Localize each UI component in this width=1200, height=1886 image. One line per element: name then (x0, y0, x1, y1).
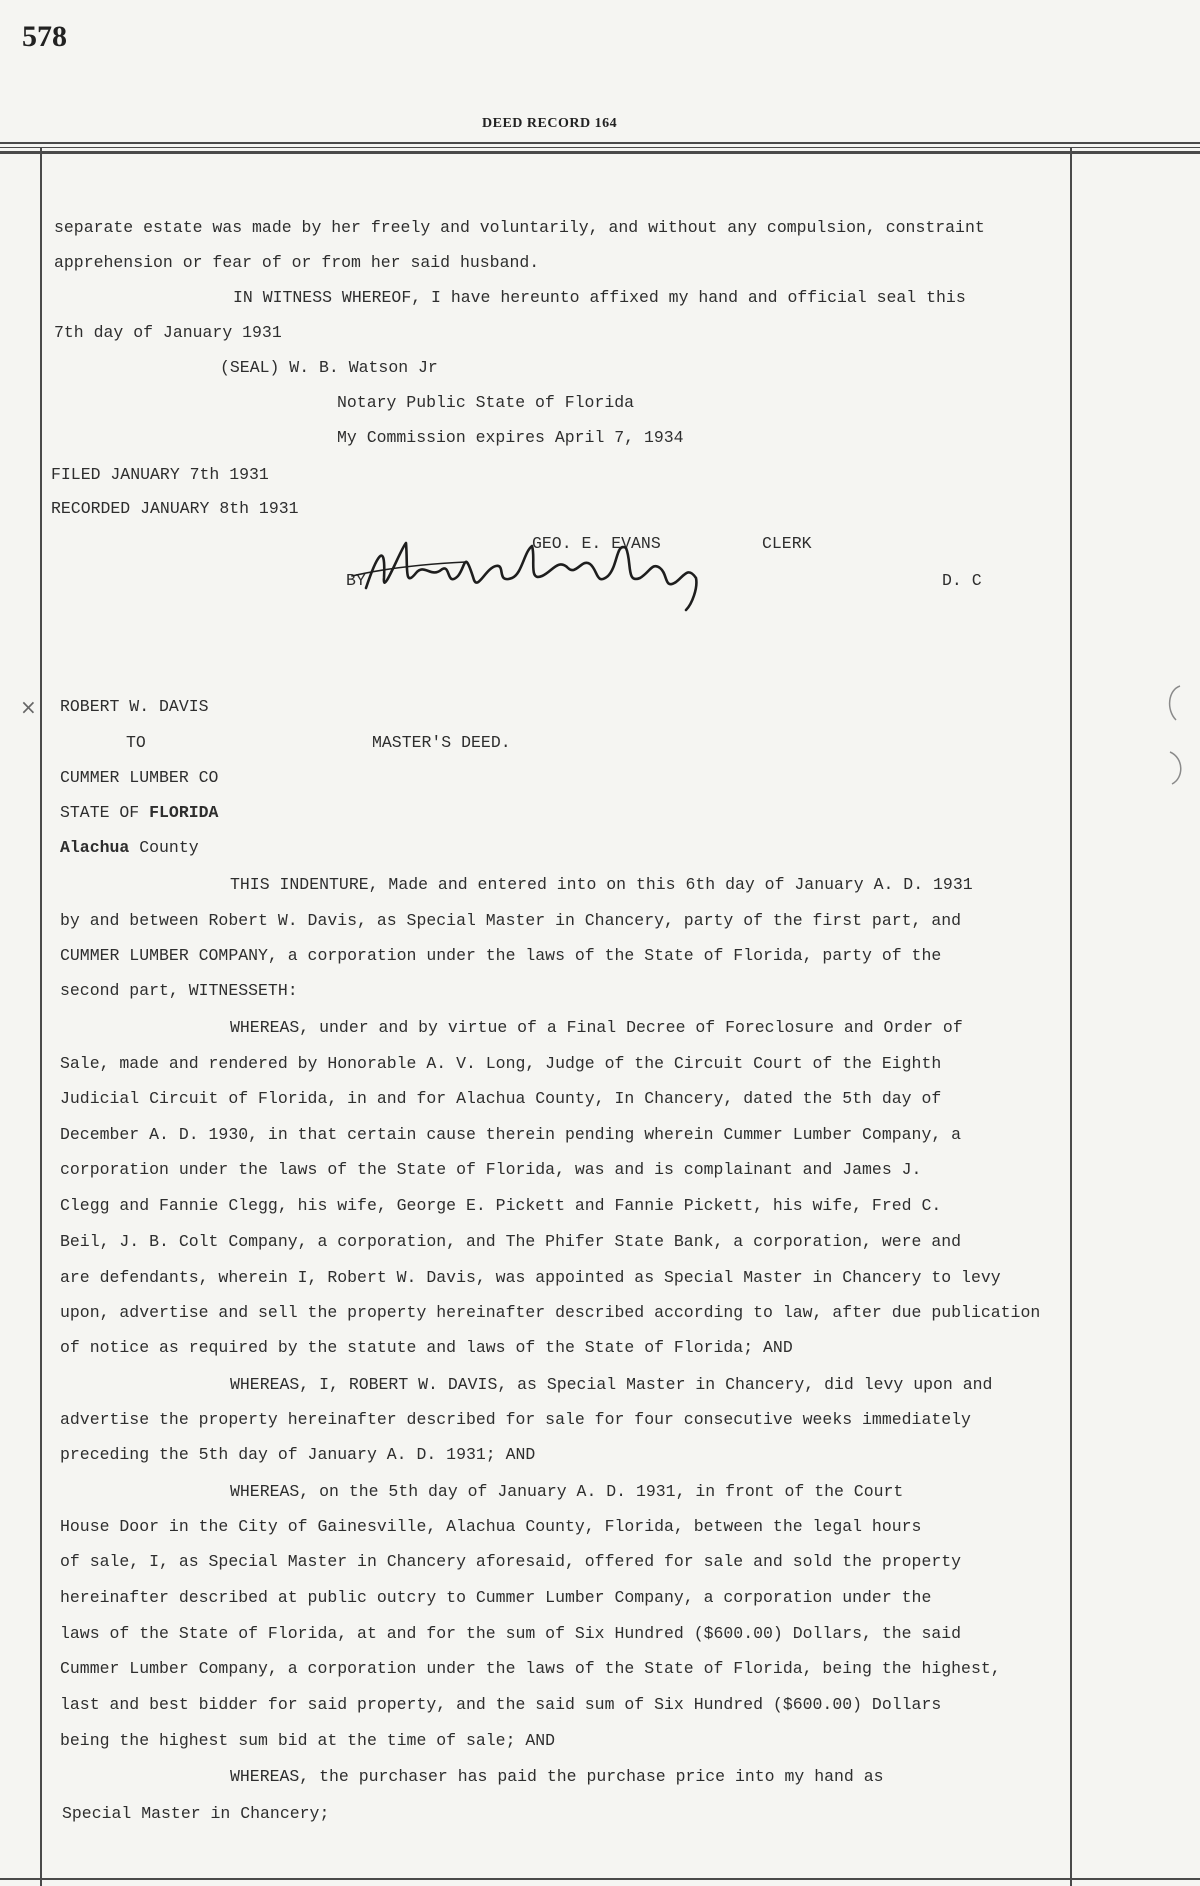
text-line: IN WITNESS WHEREOF, I have hereunto affixed my hand and official seal this (233, 288, 966, 307)
deed-line: WHEREAS, the purchaser has paid the purchase price into my hand as (230, 1767, 884, 1786)
commission-expiry: My Commission expires April 7, 1934 (337, 428, 684, 447)
deed-line: second part, WITNESSETH: (60, 981, 298, 1000)
text-line: apprehension or fear of or from her said husband. (54, 253, 540, 272)
state-name: FLORIDA (149, 803, 219, 822)
deed-line: Judicial Circuit of Florida, in and for Alachua County, In Chancery, dated the 5th day of (60, 1089, 942, 1108)
deed-line: corporation under the laws of the State of Florida, was and is complainant and James J. (60, 1160, 922, 1179)
deed-line: laws of the State of Florida, at and for the sum of Six Hundred ($600.00) Dollars, the said (60, 1624, 962, 1643)
clerk-name: GEO. E. EVANS (532, 534, 661, 553)
deed-line: preceding the 5th day of January A. D. 1931; AND (60, 1445, 536, 1464)
deed-line: Special Master in Chancery; (62, 1804, 330, 1823)
deed-line: Cummer Lumber Company, a corporation under the laws of the State of Florida, being the highest, (60, 1659, 1001, 1678)
left-margin-line (40, 148, 42, 1886)
footer-rule (0, 1878, 1200, 1880)
deed-line: Beil, J. B. Colt Company, a corporation, and The Phifer State Bank, a corporation, were and (60, 1232, 962, 1251)
deed-line: WHEREAS, on the 5th day of January A. D. 1931, in front of the Court (230, 1482, 904, 1501)
county-name: Alachua (60, 838, 130, 857)
deed-line: Clegg and Fannie Clegg, his wife, George E. Pickett and Fannie Pickett, his wife, Fred C. (60, 1196, 942, 1215)
right-margin-line (1070, 148, 1072, 1886)
deed-line: THIS INDENTURE, Made and entered into on this 6th day of January A. D. 1931 (230, 875, 973, 894)
venue-state (60, 803, 218, 822)
deed-line: hereinafter described at public outcry to Cummer Lumber Company, a corporation under the (60, 1588, 932, 1607)
deputy-clerk-signature (346, 518, 726, 618)
deed-line: House Door in the City of Gainesville, Alachua County, Florida, between the legal hours (60, 1517, 922, 1536)
header-rule-bottom (0, 151, 1200, 154)
deed-line: WHEREAS, I, ROBERT W. DAVIS, as Special Master in Chancery, did levy upon and (230, 1375, 993, 1394)
record-title: DEED RECORD 164 (482, 116, 618, 131)
notary-title: Notary Public State of Florida (337, 393, 635, 412)
filed-date: FILED JANUARY 7th 1931 (51, 465, 269, 484)
text-line: separate estate was made by her freely and voluntarily, and without any compulsion, constraint (54, 218, 985, 237)
state-prefix: STATE OF (60, 803, 150, 822)
text-line: 7th day of January 1931 (54, 323, 282, 342)
recorded-date: RECORDED JANUARY 8th 1931 (51, 499, 299, 518)
deed-line: are defendants, wherein I, Robert W. Davis, was appointed as Special Master in Chancery to levy (60, 1268, 1001, 1287)
deed-line: CUMMER LUMBER COMPANY, a corporation under the laws of the State of Florida, party of the (60, 946, 942, 965)
deed-line: by and between Robert W. Davis, as Special Master in Chancery, party of the first part, and (60, 911, 962, 930)
deed-type: MASTER'S DEED. (372, 733, 511, 752)
index-mark: × (20, 695, 37, 719)
deed-line: WHEREAS, under and by virtue of a Final Decree of Foreclosure and Order of (230, 1018, 963, 1037)
notary-seal-line: (SEAL) W. B. Watson Jr (220, 358, 438, 377)
deed-line: December A. D. 1930, in that certain cause therein pending wherein Cummer Lumber Company, a (60, 1125, 962, 1144)
deed-line: advertise the property hereinafter described for sale for four consecutive weeks immediately (60, 1410, 971, 1429)
deed-line: Sale, made and rendered by Honorable A. V. Long, Judge of the Circuit Court of the Eighth (60, 1054, 942, 1073)
deed-line: of sale, I, as Special Master in Chancery aforesaid, offered for sale and sold the property (60, 1552, 962, 1571)
grantee-name: CUMMER LUMBER CO (60, 768, 219, 787)
deed-line: upon, advertise and sell the property hereinafter described according to law, after due publication (60, 1303, 1041, 1322)
margin-bracket-marks (1160, 680, 1190, 790)
clerk-title: CLERK (762, 534, 812, 553)
to-label: TO (126, 733, 146, 752)
page-number: 578 (22, 20, 67, 53)
deed-line: being the highest sum bid at the time of sale; AND (60, 1731, 556, 1750)
deed-line: of notice as required by the statute and laws of the State of Florida; AND (60, 1338, 793, 1357)
deputy-clerk-label: D. C (942, 571, 982, 590)
deed-line: last and best bidder for said property, and the said sum of Six Hundred ($600.00) Dollars (60, 1695, 942, 1714)
county-suffix: County (129, 838, 199, 857)
grantor-name: ROBERT W. DAVIS (60, 697, 209, 716)
venue-county (60, 838, 199, 857)
header-rule-middle (0, 147, 1200, 148)
header-rule-top (0, 142, 1200, 144)
by-label: BY (346, 571, 366, 590)
